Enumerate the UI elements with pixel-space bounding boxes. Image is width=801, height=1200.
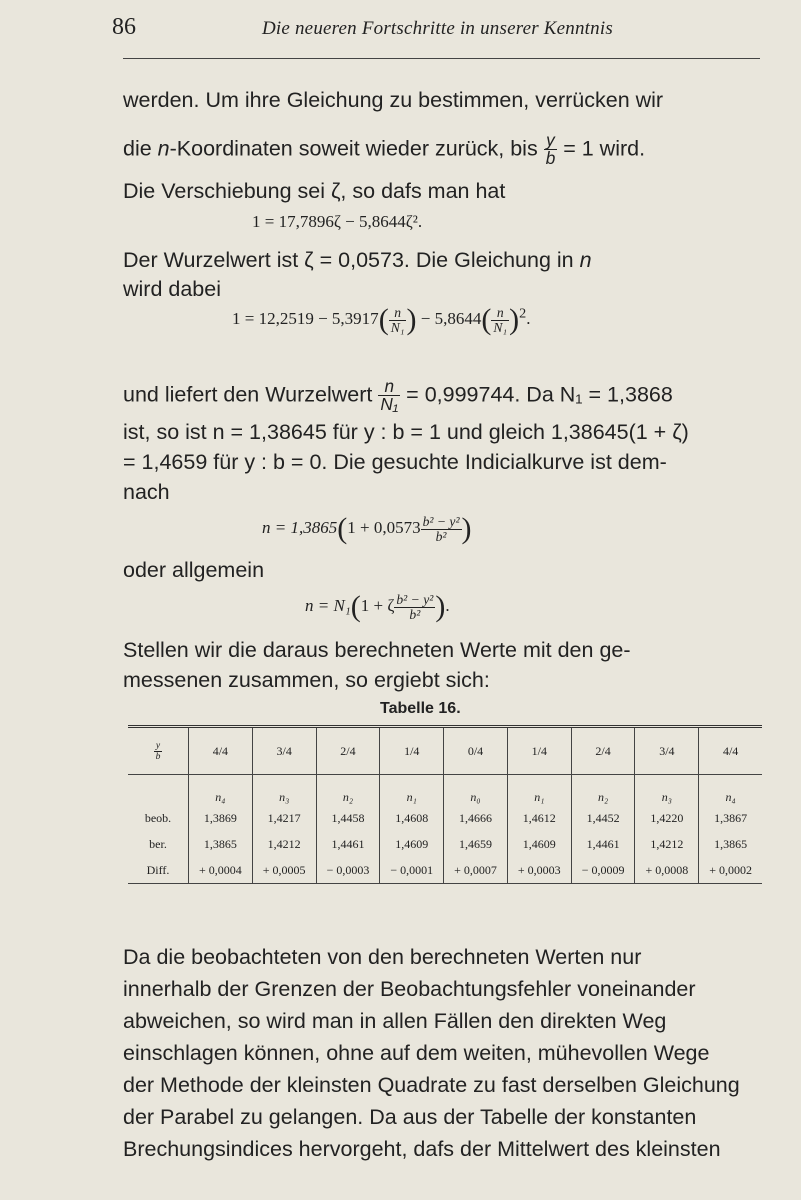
- table-header-cell: 3/4: [252, 727, 316, 775]
- text-line: ist, so ist n = 1,38645 für y : b = 1 und gleich 1,38645(1 + ζ): [123, 420, 689, 444]
- table-cell: 1,4461: [571, 831, 635, 857]
- text-line: = 1,4659 für y : b = 0. Die gesuchte Indicialkurve ist dem-: [123, 450, 667, 474]
- table-cell: 1,4666: [444, 805, 508, 831]
- equation-3: n = 1,3865(1 + 0,0573 $\frac{\text{b² − y²}}{\text{b²}}$ ): [262, 512, 472, 545]
- table-cell: n₂: [316, 775, 380, 806]
- text-line: werden. Um ihre Gleichung zu bestimmen, verrücken wir: [123, 88, 664, 112]
- page-header: [0, 0, 801, 60]
- table-cell: n₁: [507, 775, 571, 806]
- table-cell: n₃: [635, 775, 699, 806]
- table-cell: + 0,0008: [635, 857, 699, 884]
- table-title: Tabelle 16.: [380, 700, 461, 717]
- table-row: [128, 805, 762, 831]
- table-cell: 1,4609: [380, 831, 444, 857]
- text-line: einschlagen können, ohne auf dem weiten, mühevollen Wege: [123, 1041, 710, 1065]
- table-cell: − 0,0009: [571, 857, 635, 884]
- table-cell: 1,4458: [316, 805, 380, 831]
- table-cell: n₁: [380, 775, 444, 806]
- table-cell: 1,4212: [635, 831, 699, 857]
- table-header-cell: 4/4: [699, 727, 762, 775]
- table-cell: 1,3865: [189, 831, 253, 857]
- text-line: abweichen, so wird man in allen Fällen den direkten Weg: [123, 1009, 667, 1033]
- running-title: Die neueren Fortschritte in unserer Kenntnis: [262, 18, 613, 39]
- table-cell: 1,4609: [507, 831, 571, 857]
- text-line: der Methode der kleinsten Quadrate zu fast derselben Gleichung: [123, 1073, 740, 1097]
- table-cell: n₃: [252, 775, 316, 806]
- text-line: innerhalb der Grenzen der Beobachtungsfehler voneinander: [123, 977, 696, 1001]
- table-cell: 1,4220: [635, 805, 699, 831]
- table-cell: 1,4212: [252, 831, 316, 857]
- table-header-cell: $\frac{y}{b}$: [128, 727, 189, 775]
- table-symbol-row: [128, 775, 762, 806]
- text-line: messenen zusammen, so ergiebt sich:: [123, 668, 490, 692]
- row-label: beob.: [144, 810, 172, 825]
- text-line: der Parabel zu gelangen. Da aus der Tabelle der konstanten: [123, 1105, 697, 1129]
- table-cell: 1,4659: [444, 831, 508, 857]
- text-line: oder allgemein: [123, 558, 265, 582]
- table-header-cell: 2/4: [316, 727, 380, 775]
- table-cell: n₄: [189, 775, 253, 806]
- table-row: [128, 831, 762, 857]
- text-line: Da die beobachteten von den berechneten Werten nur: [123, 945, 642, 969]
- table-cell: + 0,0004: [189, 857, 253, 884]
- text-line: Brechungsindices hervorgeht, dafs der Mittelwert des kleinsten: [123, 1137, 721, 1161]
- equation-2: 1 = 12,2519 − 5,3917( $\frac{n}{\text{N₁}}$ ) − 5,8644( $\frac{n}{\text{N₁}}$ )$^2$.: [232, 303, 531, 336]
- table-cell: n₀: [444, 775, 508, 806]
- table-cell: + 0,0007: [444, 857, 508, 884]
- table-cell: + 0,0002: [699, 857, 762, 884]
- equation-1: 1 = 17,7896ζ − 5,8644ζ².: [252, 212, 423, 231]
- table-cell: 1,3867: [699, 805, 762, 831]
- text-line: die n-Koordinaten soweit wieder zurück, bis $\frac{y}{b}$ = 1 wird.: [123, 130, 646, 169]
- text-line: und liefert den Wurzelwert $\frac{n}{\text{N₁}}$ = 0,999744. Da N₁ = 1,3868: [123, 376, 673, 415]
- table-cell: [128, 775, 189, 806]
- table-header-cell: 0/4: [444, 727, 508, 775]
- text-line: Stellen wir die daraus berechneten Werte mit den ge-: [123, 638, 631, 662]
- text-line: wird dabei: [123, 277, 221, 301]
- table-row: [128, 857, 762, 884]
- table-cell: 1,4461: [316, 831, 380, 857]
- text-line: nach: [123, 480, 170, 504]
- table-cell: 1,4452: [571, 805, 635, 831]
- table-cell: 1,4608: [380, 805, 444, 831]
- table-cell: 1,4217: [252, 805, 316, 831]
- data-table: [128, 725, 762, 884]
- table-cell: + 0,0005: [252, 857, 316, 884]
- table-cell: n₂: [571, 775, 635, 806]
- fraction-y-b: $\frac{y}{b}$: [545, 130, 556, 169]
- table-cell: n₄: [699, 775, 762, 806]
- row-label: Diff.: [128, 857, 189, 884]
- table-header-cell: 1/4: [507, 727, 571, 775]
- table-header-cell: 4/4: [189, 727, 253, 775]
- page-number: 86: [112, 14, 136, 40]
- table-header-cell: 3/4: [635, 727, 699, 775]
- table-header-cell: 1/4: [380, 727, 444, 775]
- row-label: ber.: [149, 836, 167, 851]
- equation-4: n = N₁(1 + ζ $\frac{\text{b² − y²}}{\text{b²}}$ ).: [305, 590, 450, 623]
- table-cell: − 0,0001: [380, 857, 444, 884]
- table-cell: 1,3865: [699, 831, 762, 857]
- table-header-cell: 2/4: [571, 727, 635, 775]
- text-line: Die Verschiebung sei ζ, so dafs man hat: [123, 179, 506, 203]
- table-header-row: [128, 727, 762, 775]
- text-line: Der Wurzelwert ist ζ = 0,0573. Die Gleichung in n: [123, 248, 592, 272]
- header-rule: [123, 58, 760, 59]
- table-cell: 1,3869: [189, 805, 253, 831]
- table-cell: − 0,0003: [316, 857, 380, 884]
- table-cell: 1,4612: [507, 805, 571, 831]
- table-cell: + 0,0003: [507, 857, 571, 884]
